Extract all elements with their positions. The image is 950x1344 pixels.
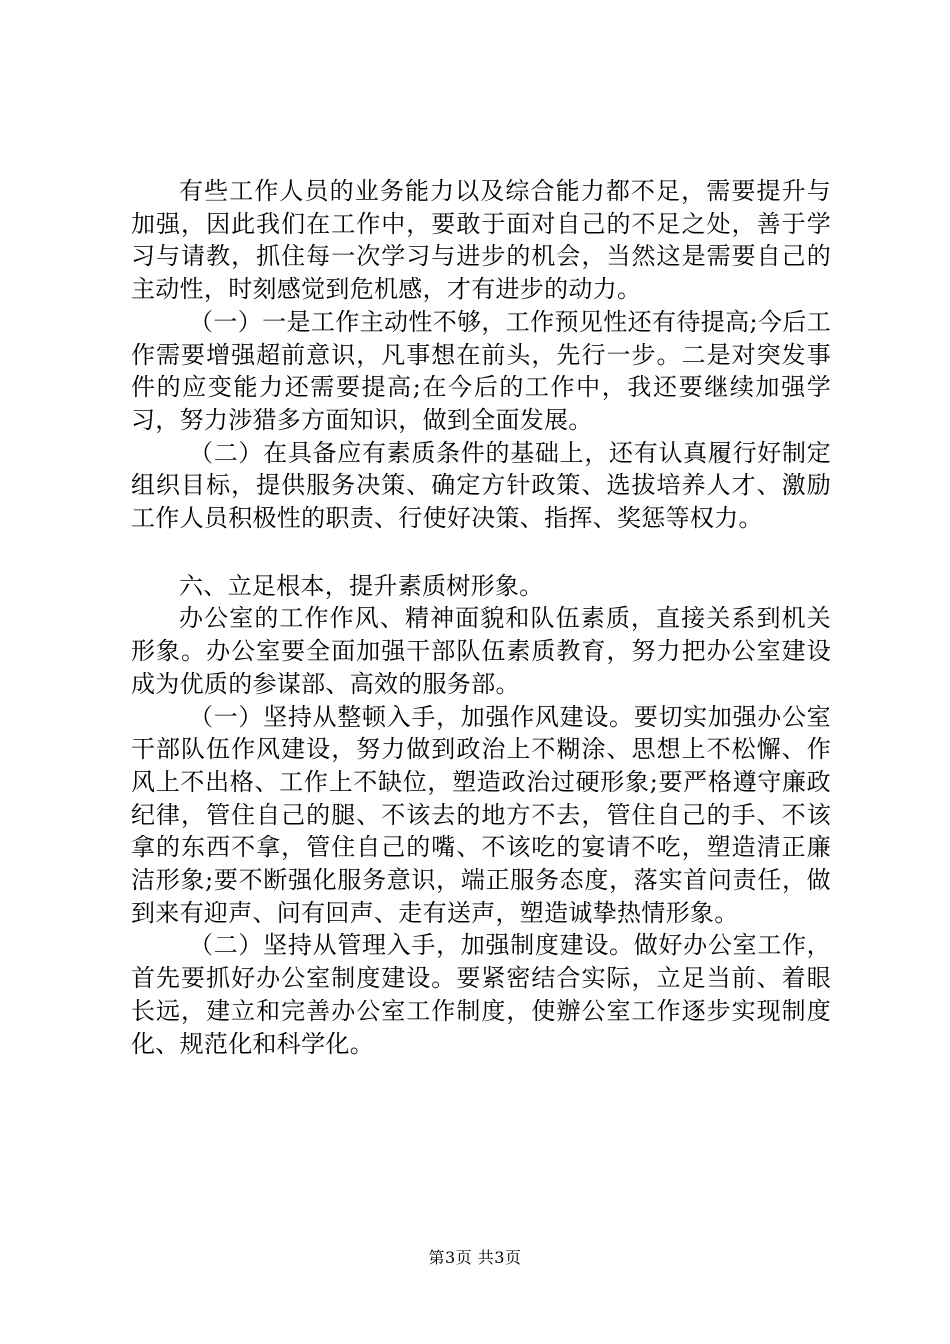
paragraph-system-building: （二）坚持从管理入手，加强制度建设。做好办公室工作，首先要抓好办公室制度建设。要紧密结合实际，立足当前、着眼长远，建立和完善办公室工作制度，使辦公室工作逐步实现制度化、规范化和科学化。 (131, 931, 831, 1058)
paragraph-ability: 有些工作人员的业务能力以及综合能力都不足，需要提升与加强，因此我们在工作中，要敢于面对自己的不足之处，善于学习与请教，抓住每一次学习与进步的机会，当然这是需要自己的主动性，时刻感觉到危机感，才有进步的动力。 (131, 177, 831, 304)
section-heading: 六、立足根本，提升素质树形象。 (179, 571, 544, 600)
paragraph-problem-one: （一）一是工作主动性不够，工作预见性还有待提高;今后工作需要增强超前意识，凡事想在前头，先行一步。二是对突发事件的应变能力还需要提高;在今后的工作中，我还要继续加强学习，努力涉猎多方面知识，做到全面发展。 (131, 307, 831, 434)
paragraph-office-image: 办公室的工作作风、精神面貌和队伍素质，直接关系到机关形象。办公室要全面加强干部队伍素质教育，努力把办公室建设成为优质的参谋部、高效的服务部。 (131, 604, 831, 698)
page-number-footer: 第3页 共3页 (428, 1248, 522, 1267)
paragraph-spacer (131, 535, 831, 570)
paragraph-problem-two: （二）在具备应有素质条件的基础上，还有认真履行好制定组织目标，提供服务决策、确定方针政策、选拔培养人才、激励工作人员积极性的职责、行使好决策、指挥、奖惩等权力。 (131, 438, 831, 533)
paragraph-style-building: （一）坚持从整顿入手，加强作风建设。要切实加强办公室干部队伍作风建设，努力做到政治上不糊涂、思想上不松懈、作风上不出格、工作上不缺位，塑造政治过硬形象;要严格遵守廉政纪律，管住自己的腿、不该去的地方不去，管住自己的手、不该拿的东西不拿，管住自己的嘴、不该吃的宴请不吃，塑造清正廉洁形象;要不断强化服务意识，端正服务态度，落实首问责任，做到来有迎声、问有回声、走有送声，塑造诚挚热情形象。 (131, 702, 831, 927)
document-body (131, 175, 831, 1060)
